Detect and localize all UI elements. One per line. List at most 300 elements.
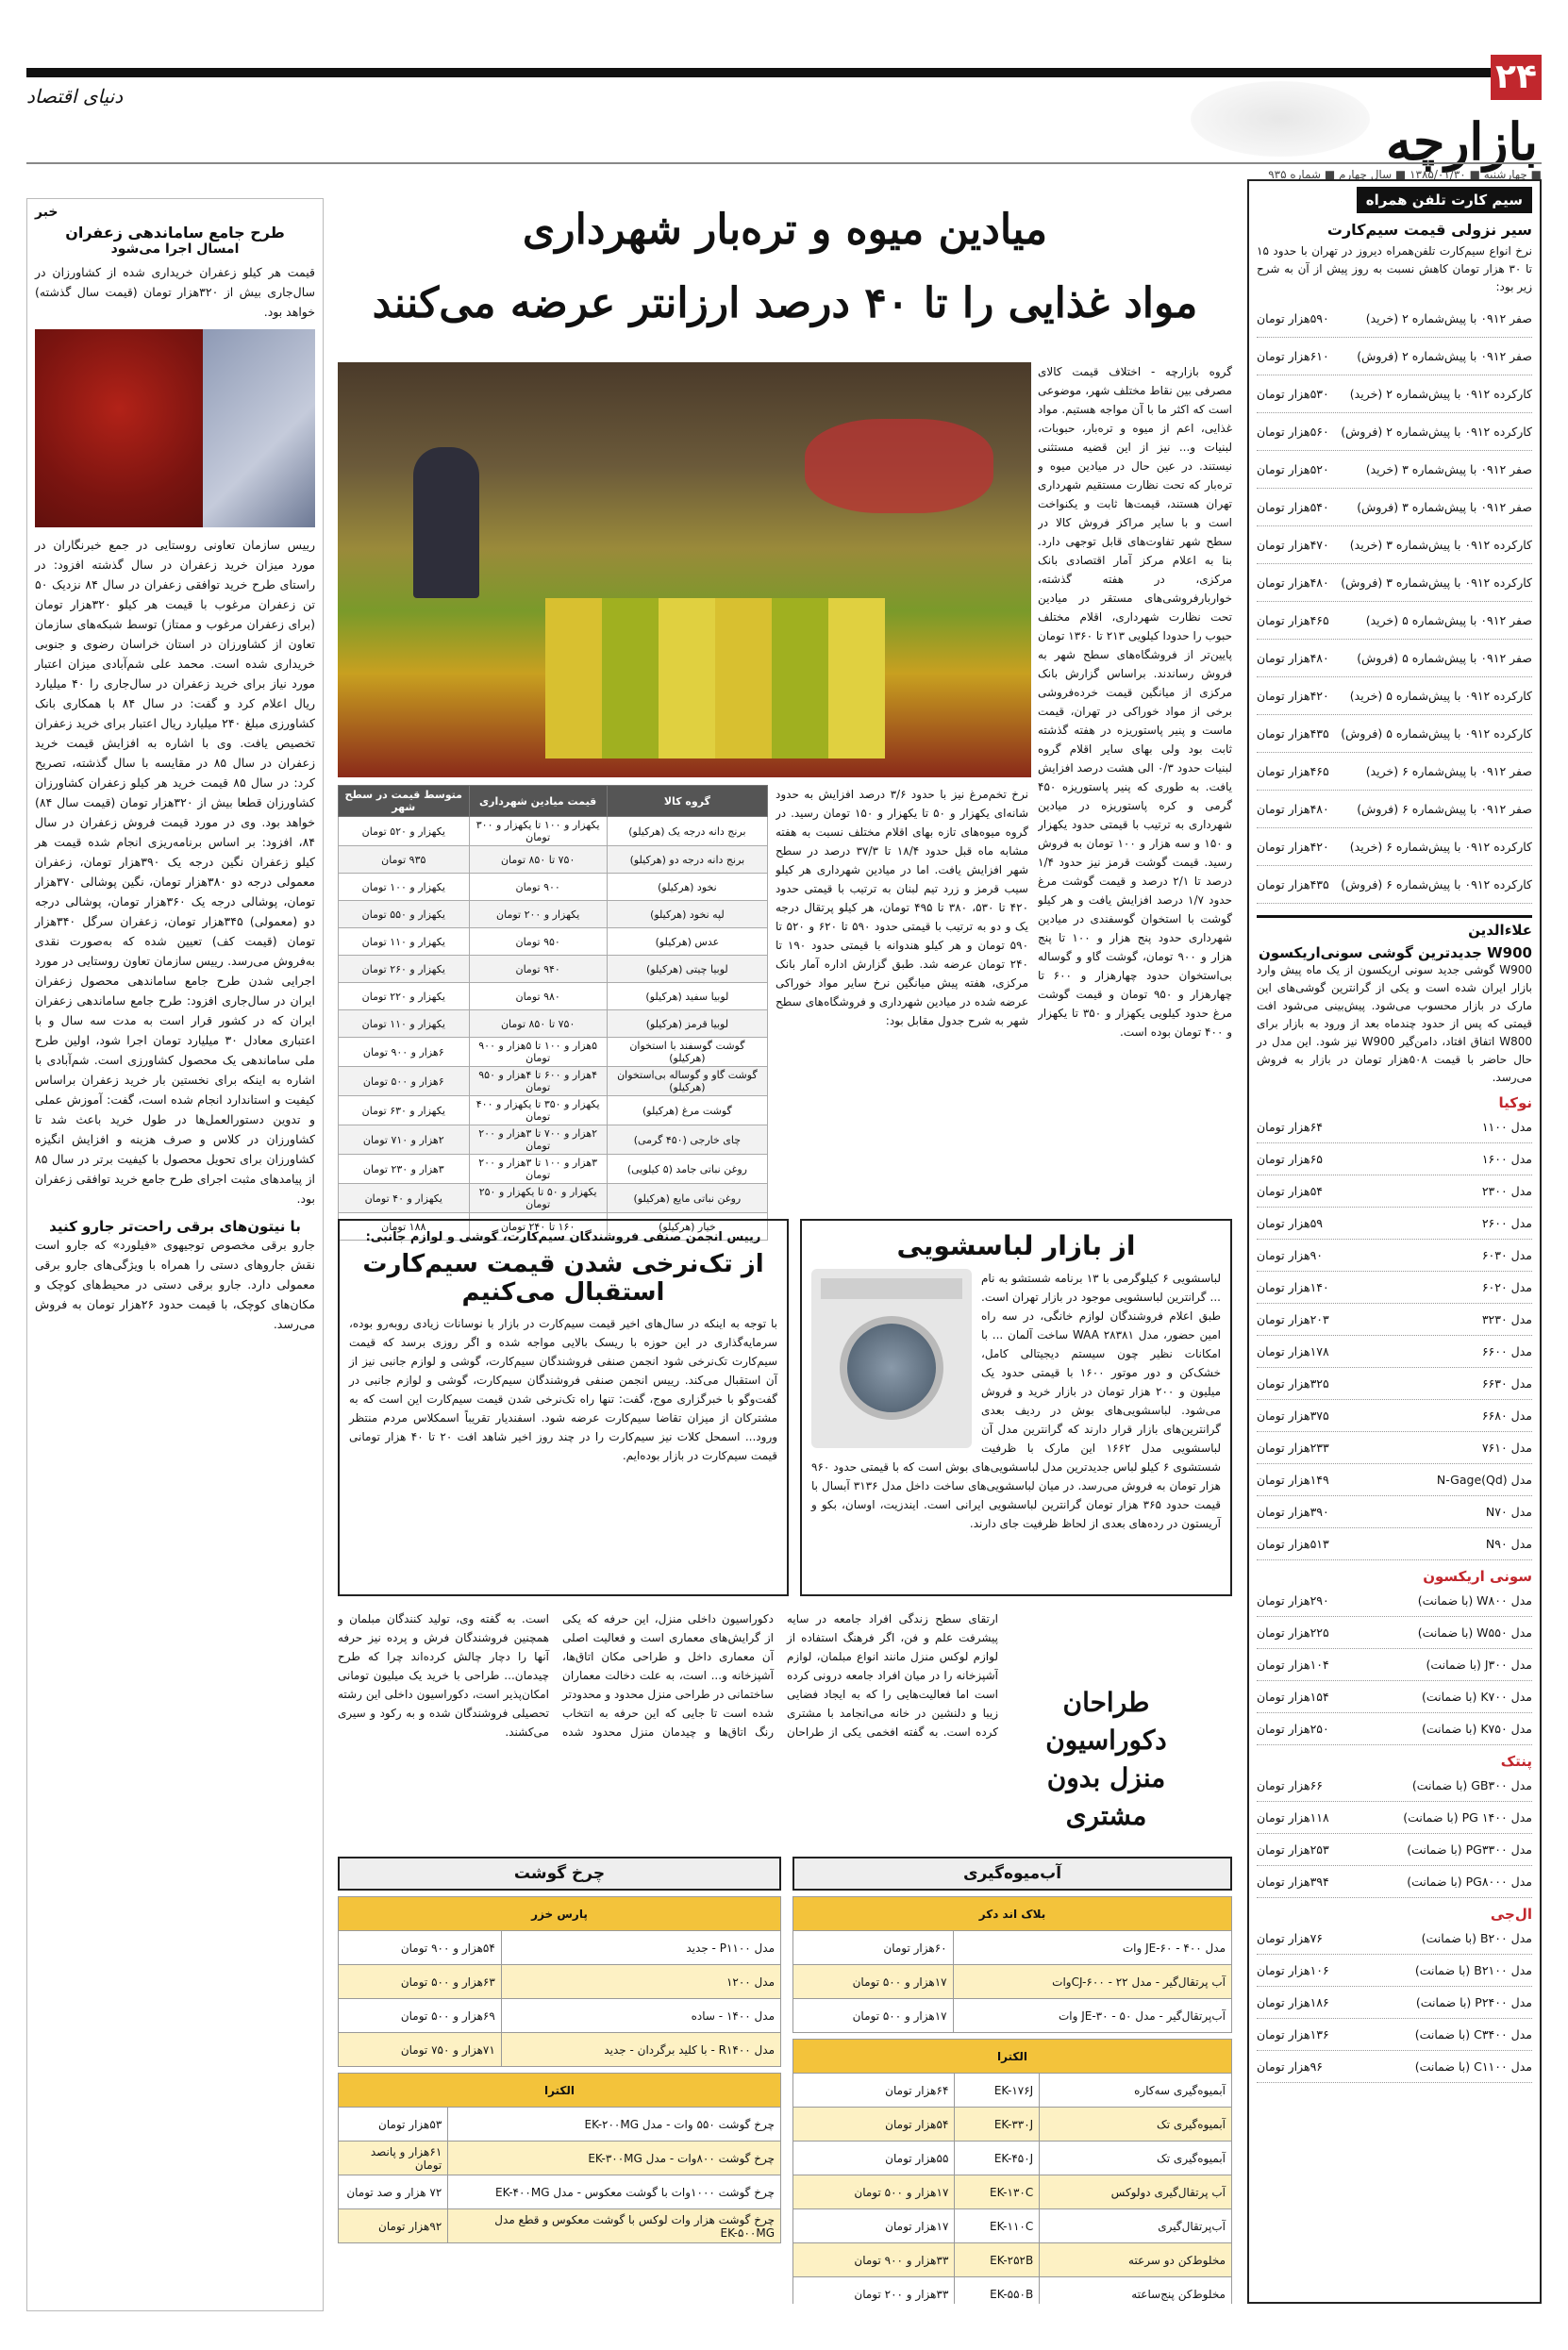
table-cell: ۶۴هزار تومان <box>793 2074 955 2108</box>
apples-display <box>805 419 993 513</box>
phone-price-row <box>1257 1464 1532 1496</box>
table-cell: یکهزار و ۱۱۰ تومان <box>339 1010 470 1038</box>
phone-price-row <box>1257 2019 1532 2051</box>
table-cell: ۶۹هزار و ۵۰۰ تومان <box>339 1999 502 2033</box>
table-cell: مدل R۱۴۰۰ - با کلید برگردان - جدید <box>501 2033 780 2067</box>
table-cell: چرخ گوشت ۸۰۰وات - مدل EK-۳۰۰MG <box>448 2142 781 2175</box>
table-row <box>339 956 768 983</box>
phone-model: مدل ۳۲۳۰ <box>1481 1312 1532 1326</box>
phone-price: ۹۰هزار تومان <box>1257 1248 1324 1262</box>
phone-price: ۱۸۶هزار تومان <box>1257 1995 1329 2009</box>
washer-control-panel <box>821 1278 962 1299</box>
table-cell: یکهزار و ۱۰۰ تا یکهزار و ۳۰۰ تومان <box>469 817 607 846</box>
juicer-brand-2: الکترا <box>793 2040 1232 2074</box>
washing-machine-body: لباسشویی ۶ کیلوگرمی با ۱۳ برنامه شستشو به نام ... گرانترین لباسشویی موجود در بازار تهران است. طبق اعلام فروشندگان لوازم خانگی، در سه راه امین حضور، مدل WAA ۲۸۳۸۱ ساخت آلمان ... با امکانات نظیر چون سیستم دیجیتالی کامل، خشک‌کن و دور موتور ۱۶۰۰ با قیمتی حدود یک میلیون و ۲۰۰ هزار تومان در بازار خرید و فروش می‌شود. لباسشویی‌های بوش در ردیف بعدی گرانترین‌های بازار قرار دارند که گرانترین مدل آن لباسشویی مدل ۱۶۶۲ این مارک با ظرفیت شستشوی ۶ کیلو لباس جدیدترین مدل لباسشویی‌های بوش است که با قیمتی حدود ۹۶۰ هزار تومان به فروش می‌رسد. در میان لباسشویی‌های ساخت داخل مدل ۳۱۳۶ آبسال با قیمت حدود ۳۶۵ هزار تومان گرانترین لباسشویی ایرانی است. ایندزیت، اوسان، بکو و آریستون در رده‌های بعدی از لحاظ ظرفیت جای دارند. <box>811 1272 1222 1530</box>
juicer-brand-1: بلاک اند دکر <box>793 1897 1232 1931</box>
phone-price-row <box>1257 1272 1532 1304</box>
sim-price-value: ۴۷۰هزار تومان <box>1257 538 1329 552</box>
sim-price-row <box>1257 489 1532 526</box>
sim-price-value: ۵۲۰هزار تومان <box>1257 462 1329 476</box>
sim-price-label: صفر ۰۹۱۲ با پیش‌شماره ۳ (خرید) <box>1365 462 1532 476</box>
phone-price: ۳۹۴هزار تومان <box>1257 1875 1329 1889</box>
phone-price: ۲۲۵هزار تومان <box>1257 1625 1329 1640</box>
phone-price-row <box>1257 1240 1532 1272</box>
sim-price-label: صفر ۰۹۱۲ با پیش‌شماره ۳ (فروش) <box>1357 500 1532 514</box>
table-cell: EK-۴۵۰J <box>955 2142 1040 2175</box>
table-cell: ۷۱هزار و ۷۵۰ تومان <box>339 2033 502 2067</box>
table-row <box>793 2243 1232 2277</box>
phone-model: مدل ۱۱۰۰ <box>1481 1120 1532 1134</box>
sim-price-value: ۵۶۰هزار تومان <box>1257 425 1329 439</box>
sim-price-label: کارکرده ۰۹۱۲ با پیش‌شماره ۵ (خرید) <box>1349 689 1532 703</box>
sim-price-row <box>1257 791 1532 828</box>
fruit-stand-photo <box>338 362 1031 777</box>
phone-price-row <box>1257 2051 1532 2083</box>
header-rule <box>26 68 1542 77</box>
table-cell: نخود (هرکیلو) <box>607 874 767 901</box>
phone-price-row <box>1257 1681 1532 1713</box>
sim-price-row <box>1257 866 1532 904</box>
saffron-photo <box>35 329 315 527</box>
table-cell: چرخ گوشت ۵۵۰ وات - مدل EK-۲۰۰MG <box>448 2108 781 2142</box>
phone-price-row <box>1257 1770 1532 1802</box>
grinder-brand-1: پارس خزر <box>339 1897 781 1931</box>
phone-price: ۱۰۶هزار تومان <box>1257 1963 1329 1977</box>
phone-price-row <box>1257 1496 1532 1528</box>
sim-price-label: کارکرده ۰۹۱۲ با پیش‌شماره ۳ (فروش) <box>1341 575 1532 590</box>
price-table-header: گروه کالا <box>607 786 767 817</box>
sim-story-headline-2: استقبال می‌کنیم <box>461 1278 665 1307</box>
sim-price-value: ۴۲۰هزار تومان <box>1257 840 1329 854</box>
table-cell: ۷۵۰ تا ۸۵۰ تومان <box>469 1010 607 1038</box>
main-story-body-2: نرخ تخم‌مرغ نیز با حدود ۳/۶ درصد افزایش به حدود شانه‌ای یکهزار و ۵۰ تا یکهزار و ۱۵۰ تومان رسید. در گروه میوه‌های تازه بهای اقلام مختلف نسبت به هفته مشابه ماه قبل حدود ۱۸/۴ تا ۳۷/۳ درصد در سطح شهر افزایش یافت. اما در میادین شهرداری هر کیلو سیب قرمز و زرد تیم لبنان به ترتیب با قیمتی حدود ۴۲۰ تا ۵۳۰، ۳۸۰ تا ۴۹۵ تومان، هر کیلو پرتقال درجه یک و دو به ترتیب با قیمتی حدود ۵۹۰ تا ۶۲۰ و ۵۲۰ تا ۵۹۰ تومان و هر کیلو هندوانه با قیمتی حدود ۱۹۰ تا ۲۴۰ تومان عرضه شد. طبق گزارش اداره آمار بانک مرکزی، هفته پیش میانگین نرخ سایر مواد خوراکی عرضه شده در میادین شهرداری و فروشگاه‌های سطح شهر به شرح جدول مقابل بود: <box>776 788 1028 1027</box>
table-cell: EK-۳۳۰J <box>955 2108 1040 2142</box>
table-row <box>339 1067 768 1096</box>
interior-headline: طراحان دکوراسیون منزل بدون مشتری <box>1045 1687 1167 1831</box>
table-cell: ۹۸۰ تومان <box>469 983 607 1010</box>
sim-card-price-list <box>1257 300 1532 904</box>
phone-price-row <box>1257 1923 1532 1955</box>
phone-price: ۱۵۴هزار تومان <box>1257 1690 1329 1704</box>
table-cell: یکهزار و ۱۰۰ تومان <box>339 874 470 901</box>
table-cell: ۷۵۰ تا ۸۵۰ تومان <box>469 846 607 874</box>
phone-model: مدل B۲۰۰ (با ضمانت) <box>1421 1931 1532 1945</box>
phone-price-row <box>1257 1400 1532 1432</box>
sim-price-value: ۵۴۰هزار تومان <box>1257 500 1329 514</box>
table-row <box>339 2033 781 2067</box>
table-cell: یکهزار و ۱۱۰ تومان <box>339 928 470 956</box>
table-cell: برنج دانه درجه یک (هرکیلو) <box>607 817 767 846</box>
phone-model: مدل PG۳۳۰۰ (با ضمانت) <box>1407 1842 1532 1857</box>
sim-card-intro: نرخ انواع سیم‌کارت تلفن‌همراه دیروز در تهران با حدود ۱۵ تا ۳۰ هزار تومان کاهش نسبت به روز پیش از آن به شرح زیر بود: <box>1257 244 1532 293</box>
table-cell: مدل JE-۶۰ - ۴۰۰ وات <box>953 1931 1231 1965</box>
sim-price-row <box>1257 753 1532 791</box>
phone-price: ۹۶هزار تومان <box>1257 2059 1324 2074</box>
table-row <box>339 1184 768 1213</box>
table-cell: خیار (هرکیلو) <box>607 1213 767 1241</box>
table-cell: چرخ گوشت ۱۰۰۰وات با گوشت معکوس - مدل EK-۴۰۰MG <box>448 2175 781 2209</box>
washing-machine-photo <box>811 1269 972 1448</box>
phone-model: مدل ۶۰۳۰ <box>1481 1248 1532 1262</box>
table-cell: چرخ گوشت هزار وات لوکس با گوشت معکوس و قطع مدل EK-۵۰۰MG <box>448 2209 781 2243</box>
sim-price-value: ۵۹۰هزار تومان <box>1257 311 1329 325</box>
phone-model: مدل J۳۰۰ (با ضمانت) <box>1426 1658 1532 1672</box>
sim-price-value: ۵۳۰هزار تومان <box>1257 387 1329 401</box>
phone-price-row <box>1257 1304 1532 1336</box>
sim-price-row <box>1257 640 1532 677</box>
phone-model: مدل N-Gage(Qd) <box>1436 1473 1532 1487</box>
table-cell: یکهزار و ۶۳۰ تومان <box>339 1096 470 1125</box>
table-row <box>339 1038 768 1067</box>
sim-price-label: کارکرده ۰۹۱۲ با پیش‌شماره ۵ (فروش) <box>1341 726 1532 741</box>
phone-model: مدل ۲۳۰۰ <box>1481 1184 1532 1198</box>
sim-price-row <box>1257 715 1532 753</box>
table-cell: گوشت گوسفند با استخوان (هرکیلو) <box>607 1038 767 1067</box>
phone-model: مدل ۶۰۲۰ <box>1481 1280 1532 1294</box>
table-cell: ۶۱هزار و پانصد تومان <box>339 2142 448 2175</box>
phone-price: ۱۷۸هزار تومان <box>1257 1344 1329 1358</box>
price-table-wrap <box>338 785 768 1241</box>
table-cell: لوبیا قرمز (هرکیلو) <box>607 1010 767 1038</box>
phone-model: مدل W۵۵۰ (با ضمانت) <box>1417 1625 1532 1640</box>
phone-model: مدل ۱۶۰۰ <box>1481 1152 1532 1166</box>
table-cell: ۹۰۰ تومان <box>469 874 607 901</box>
table-cell: مدل P۱۱۰۰ - جدید <box>501 1931 780 1965</box>
saffron-headline-2: امسال اجرا می‌شود <box>110 242 240 257</box>
sim-price-row <box>1257 828 1532 866</box>
vacuum-headline: با نیتون‌های برقی راحت‌تر جارو کنید <box>49 1218 301 1235</box>
phone-price-row <box>1257 1208 1532 1240</box>
table-cell: چای خارجی (۴۵۰ گرمی) <box>607 1125 767 1155</box>
sim-story-headline-1: از تک‌نرخی شدن قیمت سیم‌کارت <box>362 1250 764 1278</box>
phone-price: ۶۴هزار تومان <box>1257 1120 1324 1134</box>
grinder-table-2 <box>338 2073 781 2243</box>
table-row <box>339 1155 768 1184</box>
phone-price: ۲۳۳هزار تومان <box>1257 1441 1329 1455</box>
table-row <box>339 928 768 956</box>
table-cell: لوبیا سفید (هرکیلو) <box>607 983 767 1010</box>
brand-title: ال‌جی <box>1490 1906 1532 1923</box>
table-cell: ۵هزار و ۱۰۰ تا ۵هزار و ۹۰۰ تومان <box>469 1038 607 1067</box>
phone-price: ۳۷۵هزار تومان <box>1257 1408 1329 1423</box>
sim-price-row <box>1257 413 1532 451</box>
phone-price: ۲۹۰هزار تومان <box>1257 1593 1329 1608</box>
sim-price-value: ۶۱۰هزار تومان <box>1257 349 1329 363</box>
price-table-header: قیمت میادین شهرداری <box>469 786 607 817</box>
phone-price: ۳۹۰هزار تومان <box>1257 1505 1329 1519</box>
phone-price: ۶۵هزار تومان <box>1257 1152 1324 1166</box>
phone-price: ۳۲۵هزار تومان <box>1257 1376 1329 1391</box>
sim-price-label: کارکرده ۰۹۱۲ با پیش‌شماره ۶ (فروش) <box>1341 877 1532 892</box>
table-row <box>339 1931 781 1965</box>
phone-model: مدل C۱۱۰۰ (با ضمانت) <box>1414 2059 1532 2074</box>
table-cell: مدل ۱۲۰۰ <box>501 1965 780 1999</box>
sim-card-column <box>1247 179 1542 2304</box>
masthead-logo: دنیای اقتصاد <box>26 85 124 108</box>
table-cell: یکهزار و ۲۲۰ تومان <box>339 983 470 1010</box>
table-row <box>339 1125 768 1155</box>
grinder-title: چرخ گوشت <box>338 1857 781 1891</box>
table-row <box>793 1931 1232 1965</box>
table-row <box>793 2175 1232 2209</box>
table-cell: آب پرتقال‌گیری دولوکس <box>1040 2175 1232 2209</box>
table-row <box>339 817 768 846</box>
table-cell: یکهزار و ۵۲۰ تومان <box>339 817 470 846</box>
dateline: ■ چهارشنبه ■ ۱۳۸۵/۰۱/۳۰ ■ سال چهارم ■ شماره ۹۳۵ <box>26 162 1542 181</box>
table-row <box>793 1965 1232 1999</box>
table-cell: ۲هزار و ۷۱۰ تومان <box>339 1125 470 1155</box>
table-row <box>339 901 768 928</box>
phone-model: مدل PG ۱۴۰۰ (با ضمانت) <box>1403 1810 1532 1825</box>
table-row <box>793 2209 1232 2243</box>
phone-price: ۵۱۳هزار تومان <box>1257 1537 1329 1551</box>
fruit-crates <box>545 598 885 758</box>
phone-price: ۱۰۴هزار تومان <box>1257 1658 1329 1672</box>
juicer-box <box>792 1857 1232 2304</box>
phone-model: مدل B۲۱۰۰ (با ضمانت) <box>1414 1963 1532 1977</box>
table-row <box>339 1010 768 1038</box>
table-cell: روغن نباتی جامد (۵ کیلویی) <box>607 1155 767 1184</box>
washing-machine-headline: از بازار لباسشویی <box>896 1230 1136 1261</box>
phone-price: ۱۴۰هزار تومان <box>1257 1280 1329 1294</box>
table-row <box>339 1999 781 2033</box>
phone-model: مدل ۶۶۳۰ <box>1481 1376 1532 1391</box>
table-cell: ۷۲ هزار و صد تومان <box>339 2175 448 2209</box>
table-cell: EK-۱۷۶J <box>955 2074 1040 2108</box>
table-cell: گوشت مرغ (هرکیلو) <box>607 1096 767 1125</box>
table-cell: آبمیوه‌گیری تک <box>1040 2142 1232 2175</box>
page-number: ۲۴ <box>1491 55 1542 100</box>
phone-price-row <box>1257 1617 1532 1649</box>
phone-price: ۵۹هزار تومان <box>1257 1216 1324 1230</box>
phone-price: ۱۱۸هزار تومان <box>1257 1810 1329 1825</box>
table-cell: آبمیوه‌گیری تک <box>1040 2108 1232 2142</box>
phone-price-row <box>1257 1336 1532 1368</box>
sim-price-row <box>1257 526 1532 564</box>
table-row <box>339 2175 781 2209</box>
phone-price-row <box>1257 1649 1532 1681</box>
phone-price-row <box>1257 1368 1532 1400</box>
table-cell: آب‌پرتقال‌گیر - مدل JE-۳۰ - ۵۰ وات <box>953 1999 1231 2033</box>
table-cell: ۵۴هزار تومان <box>793 2108 955 2142</box>
phone-model: مدل N۷۰ <box>1485 1505 1532 1519</box>
table-cell: لپه نخود (هرکیلو) <box>607 901 767 928</box>
globe-graphic <box>1191 81 1370 157</box>
grinder-table-1 <box>338 1896 781 2067</box>
vacuum-body: جارو برقی مخصوص توجیهوی «فیلورد» که جارو است نقش جاروهای دستی را همراه با ویژگی‌های جارو برقی معمولی دارد. جارو برقی دستی در محیط‌های کوچک و مکان‌های کوچک، با قیمت حدود ۲۶هزار تومان به فروش می‌رسد. <box>35 1238 315 1331</box>
table-row <box>339 2209 781 2243</box>
saffron-column <box>26 198 324 2311</box>
phone-price-row <box>1257 1834 1532 1866</box>
phone-price: ۱۴۹هزار تومان <box>1257 1473 1329 1487</box>
phone-model: مدل PG۸۰۰۰ (با ضمانت) <box>1407 1875 1532 1889</box>
phone-price: ۲۵۳هزار تومان <box>1257 1842 1329 1857</box>
section-title: بازارچه <box>1386 111 1538 172</box>
table-cell: ۱۷هزار و ۵۰۰ تومان <box>793 1999 954 2033</box>
juicer-table-2 <box>792 2039 1232 2304</box>
phone-model: مدل K۷۵۰ (با ضمانت) <box>1421 1722 1532 1736</box>
table-cell: مخلوط‌کن دو سرعته <box>1040 2243 1232 2277</box>
phone-price: ۲۰۳هزار تومان <box>1257 1312 1329 1326</box>
sim-price-value: ۴۶۵هزار تومان <box>1257 613 1329 627</box>
table-cell: ۱۷هزار و ۵۰۰ تومان <box>793 2175 955 2209</box>
table-cell: روغن نباتی مایع (هرکیلو) <box>607 1184 767 1213</box>
table-cell: برنج دانه درجه دو (هرکیلو) <box>607 846 767 874</box>
alaeddin-headline: W900 جدیدترین گوشی سونی‌اریکسون <box>1258 944 1532 961</box>
table-row <box>339 2108 781 2142</box>
sim-card-box-title: سیم کارت تلفن همراه <box>1357 187 1532 213</box>
table-cell: یکهزار و ۲۰۰ تومان <box>469 901 607 928</box>
sim-price-row <box>1257 300 1532 338</box>
main-story-headline-2: مواد غذایی را تا ۴۰ درصد ارزانتر عرضه می‌کنند <box>372 279 1198 327</box>
table-cell: یکهزار و ۲۶۰ تومان <box>339 956 470 983</box>
saffron-lead: قیمت هر کیلو زعفران خریداری شده از کشاورزان در سال‌جاری بیش از ۳۲۰هزار تومان (قیمت سال گذشته) خواهد بود. <box>35 265 316 319</box>
phone-price: ۵۴هزار تومان <box>1257 1184 1324 1198</box>
table-cell: ۶۰هزار تومان <box>793 1931 954 1965</box>
brand-title: نوکیا <box>1498 1094 1532 1111</box>
phone-model: مدل GB۳۰۰ (با ضمانت) <box>1411 1778 1532 1792</box>
saffron-body: رییس سازمان تعاونی روستایی در جمع خبرنگاران در مورد میزان خرید زعفران در سال گذشته افزود: در راستای طرح خرید توافقی زعفران در سال ۸۴ نزدیک ۵۰ تن زعفران مرغوب با قیمت هر کیلو ۳۲۰هزار تومان (برای زعفران مرغوب و ممتاز) توسط شبکه‌های سازمان تعاون از کشاورزان در استان خراسان رضوی و جنوبی خریداری شده است. محمد علی شم‌آبادی میزان اعتبار مورد نیاز برای خرید زعفران در سال‌جاری را ۴۰ میلیارد ریال اعلام کرد و گفت: در سال ۸۴ با همکاری بانک کشاورزی مبلغ ۲۴۰ میلیارد ریال اعتبار برای خرید زعفران تخصیص یافت. وی با اشاره به افزایش قیمت خرید زعفران در سال ۸۵ در مقایسه با سال گذشته، تصریح کرد: در سال ۸۵ قیمت خرید هر کیلو زعفران کشاورزان کشاورزان قطعا بیش از ۳۲۰هزار تومان (قیمت سال ۸۴) خواهد بود. وی در مورد قیمت فروش زعفران در سال ۸۴، افزود: بر اساس برنامه‌ریزی انجام شده قیمت هر کیلو زعفران نگین درجه یک ۳۹۰هزار تومان، زعفران معمولی درجه دو ۳۸۰هزار تومان، نگین پوشالی ۳۷۰هزار تومان، پوشالی درجه یک ۳۶۰هزار تومان، پوشالی درجه دو (معمولی) ۳۴۵هزار تومان، زعفران سرگل ۳۴۰هزار تومان (قیمت کف) تعیین شده که به‌صورت نقدی به‌فروش می‌رسد. رییس سازمان تعاون روستایی در مورد اجرایی شدن طرح جامع ساماندهی محصول زعفران ایران در سال‌جاری افزود: طرح جامع ساماندهی زعفران ایران که در کشور قرار است به مدت سه سال و با اعتباری معادل ۳۰ میلیارد تومان اجرا شود، اولین طرح ملی ساماندهی یک محصول کشاورزی است. شم‌آبادی با اشاره به اینکه برای نخستین بار خرید زعفران براساس کیفیت و استاندارد انجام شده است، گفت: آموزش عملی و تدوین دستورالعمل‌ها در طول خرید باعث شد تا کشاورزان در کلاس و صرف هزینه و افزایش انگیزه کشاورزان برای تحویل محصول با کیفیت برتر در سال ۸۵ از پیامدهای مثبت اجرای طرح جامع خرید توافقی زعفران بود. <box>35 538 316 1206</box>
table-row <box>339 846 768 874</box>
saffron-kicker: خبر <box>35 205 58 220</box>
sim-price-label: صفر ۰۹۱۲ با پیش‌شماره ۶ (خرید) <box>1365 764 1532 778</box>
table-cell: یکهزار و ۵۵۰ تومان <box>339 901 470 928</box>
table-cell: ۹۵۰ تومان <box>469 928 607 956</box>
table-row <box>793 2277 1232 2305</box>
phone-price-row <box>1257 1866 1532 1898</box>
phone-model: مدل N۹۰ <box>1485 1537 1532 1551</box>
phone-price-row <box>1257 1802 1532 1834</box>
table-cell: ۴هزار و ۶۰۰ تا ۴هزار و ۹۵۰ تومان <box>469 1067 607 1096</box>
phone-model: مدل P۲۴۰۰ (با ضمانت) <box>1415 1995 1532 2009</box>
table-cell: ۶۳هزار و ۵۰۰ تومان <box>339 1965 502 1999</box>
table-cell: ۱۷هزار تومان <box>793 2209 955 2243</box>
table-cell: ۵۵هزار تومان <box>793 2142 955 2175</box>
phone-model: مدل K۷۰۰ (با ضمانت) <box>1421 1690 1532 1704</box>
sim-price-label: صفر ۰۹۱۲ با پیش‌شماره ۶ (فروش) <box>1357 802 1532 816</box>
table-cell: آب پرتقال‌گیر - مدل CJ-۶۰۰ - ۲۲وات <box>953 1965 1231 1999</box>
table-cell: ۳۳هزار و ۹۰۰ تومان <box>793 2243 955 2277</box>
table-cell: ۱۶۰ تا ۲۴۰ تومان <box>469 1213 607 1241</box>
table-cell: EK-۲۵۲B <box>955 2243 1040 2277</box>
table-cell: ۳هزار و ۲۳۰ تومان <box>339 1155 470 1184</box>
table-cell: مخلوط‌کن پنج‌ساعته <box>1040 2277 1232 2305</box>
phone-price: ۱۳۶هزار تومان <box>1257 2027 1329 2042</box>
sim-price-label: کارکرده ۰۹۱۲ با پیش‌شماره ۲ (خرید) <box>1349 387 1532 401</box>
sim-price-label: کارکرده ۰۹۱۲ با پیش‌شماره ۶ (خرید) <box>1349 840 1532 854</box>
phone-model: مدل ۶۶۸۰ <box>1481 1408 1532 1423</box>
table-cell: یکهزار و ۴۰ تومان <box>339 1184 470 1213</box>
alaeddin-text: W900 گوشی جدید سونی اریکسون از یک ماه پیش وارد بازار ایران شده است و یکی از گرانترین گوشی‌های این مارک در بازار محسوب می‌شود. پیش‌بینی می‌شود افت قیمتی که پس از حدود چندماه بعد از ورود به بازار برای W800 اتفاق افتاد، دامن‌گیر W900 نیز شود. این مدل در حال حاضر با قیمت ۵۰۸هزار تومان در بازار به فروش می‌رسد. <box>1257 963 1533 1084</box>
washer-door-icon <box>840 1316 943 1420</box>
phone-price-row <box>1257 1987 1532 2019</box>
price-table-header: متوسط قیمت در سطح شهر <box>339 786 470 817</box>
table-cell: ۱۷هزار و ۵۰۰ تومان <box>793 1965 954 1999</box>
sim-price-value: ۴۸۰هزار تومان <box>1257 651 1329 665</box>
table-cell: EK-۵۵۰B <box>955 2277 1040 2305</box>
phone-model: مدل ۶۶۰۰ <box>1481 1344 1532 1358</box>
juicer-title: آب‌میوه‌گیری <box>792 1857 1232 1891</box>
table-cell: یکهزار و ۵۰ تا یکهزار و ۲۵۰ تومان <box>469 1184 607 1213</box>
juicer-table-1 <box>792 1896 1232 2033</box>
phone-price-row <box>1257 1111 1532 1143</box>
phone-price-row <box>1257 1955 1532 1987</box>
table-row <box>793 1999 1232 2033</box>
table-row <box>339 1965 781 1999</box>
sim-price-label: کارکرده ۰۹۱۲ با پیش‌شماره ۲ (فروش) <box>1341 425 1532 439</box>
table-cell: ۲هزار و ۷۰۰ تا ۳هزار و ۲۰۰ تومان <box>469 1125 607 1155</box>
table-cell: یکهزار و ۳۵۰ تا یکهزار و ۴۰۰ تومان <box>469 1096 607 1125</box>
alaeddin-section-title: علاءالدین <box>1257 915 1532 939</box>
main-story-body-1: گروه بازارچه - اختلاف قیمت کالای مصرفی بین نقاط مختلف شهر، موضوعی است که اکثر ما با آن مواجه هستیم. مواد غذایی، اعم از میوه و تره‌بار، حبوبات، لبنیات و... نیز از این قضیه مستثنی نیستند. در عین حال در میادین میوه و تره‌بار که تحت نظارت مستقیم شهرداری تهران هستند، قیمت‌ها ثابت و یکنواخت است و با سایر مراکز فروش کالا در سطح شهر تفاوت‌های قابل توجهی دارد. بنا به اعلام مرکز آمار اقتصادی بانک مرکزی، در هفته گذشته، خواربارفروشی‌های مستقر در میادین تحت نظارت شهرداری، اقلام مختلف حبوب را حدودا کیلویی ۲۱۳ تا ۱۳۶۰ تومان پایین‌تر از فروشگاه‌های سطح شهر به فروش رساندند. براساس گزارش بانک مرکزی از میانگین قیمت خرده‌فروشی برخی از مواد خوراکی در تهران، قیمت ماست و پنیر پاستوریزه در هفته گذشته ثابت بود ولی بهای سایر اقلام گروه لبنیات حدود ۰/۳ الی هشت درصد افزایش یافت. به طوری که پنیر پاستوریزه ۴۵۰ گرمی و کره پاستوریزه در میادین شهرداری به ترتیب با قیمتی حدود یکهزار و ۱۵۰ و سه هزار و ۱۰۰ تومان به فروش رسید. قیمت گوشت قرمز نیز حدود ۱/۴ درصد تا ۲/۱ درصد و قیمت گوشت مرغ حدود ۱/۷ درصد افزایش یافت و هر کیلو گوشت با استخوان گوسفندی در میادین شهرداری حدود پنج هزار و ۱۰۰ تا پنج هزار و ۹۰۰ تومان، گوشت گاو و گوساله بی‌استخوان حدود چهارهزار و ۶۰۰ تا چهارهزار و ۹۵۰ تومان و قیمت گوشت مرغ حدود کیلویی یکهزار و ۳۵۰ تا یکهزار و ۴۰۰ تومان بوده است. <box>1038 365 1232 1039</box>
sim-price-label: صفر ۰۹۱۲ با پیش‌شماره ۲ (فروش) <box>1357 349 1532 363</box>
table-row <box>793 2074 1232 2108</box>
table-cell: ۳۳هزار و ۲۰۰ تومان <box>793 2277 955 2305</box>
sim-price-value: ۴۳۵هزار تومان <box>1257 726 1329 741</box>
table-cell: EK-۱۱۰C <box>955 2209 1040 2243</box>
table-row <box>339 1096 768 1125</box>
brand-title: سونی اریکسون <box>1423 1568 1532 1585</box>
phone-price: ۶۶هزار تومان <box>1257 1778 1324 1792</box>
table-cell: عدس (هرکیلو) <box>607 928 767 956</box>
phone-price-row <box>1257 1713 1532 1745</box>
saffron-headline-1: طرح جامع ساماندهی زعفران <box>65 224 285 242</box>
table-row <box>339 874 768 901</box>
table-row <box>339 983 768 1010</box>
sim-story-box <box>338 1219 789 1596</box>
vendor-figure <box>413 447 479 598</box>
table-cell: آبمیوه‌گیری سه‌کاره <box>1040 2074 1232 2108</box>
main-story-headline-1: میادین میوه و تره‌بار شهرداری <box>522 206 1048 254</box>
sim-price-row <box>1257 564 1532 602</box>
brand-title: پنتک <box>1500 1753 1532 1770</box>
table-cell: ۵۴هزار و ۹۰۰ تومان <box>339 1931 502 1965</box>
phone-price-row <box>1257 1528 1532 1560</box>
table-cell: EK-۱۳۰C <box>955 2175 1040 2209</box>
interior-body: ارتقای سطح زندگی افراد جامعه در سایه پیشرفت علم و فن، اگر فرهنگ استفاده از لوازم لوکس منزل مانند انواع مبلمان، لوازم آشپزخانه را در میان افراد جامعه درونی کرده است اما فعالیت‌هایی را که به ایجاد فضایی زیبا و دلنشین در خانه می‌انجامد با مشتری کرده است. به گفته افخمی یکی از طراحان دکوراسیون داخلی منزل، این حرفه که یکی از گرایش‌های معماری است و فعالیت اصلی آن معماری داخل و طراحی مکان اتاق‌ها، آشپزخانه و... است، به علت دخالت معماران ساختمانی در طراحی منزل محدود و محدودتر شده است تا جایی که این حرفه به انتخاب رنگ اتاق‌ها و چیدمان منزل محدود شده است. به گفته وی، تولید کنندگان مبلمان و همچنین فروشندگان فرش و پرده نیز حرفه آنها را دچار چالش کرده‌اند چرا که طرح چیدمان... طراحی با خرید یک میلیون تومانی امکان‌پذیر است، دکوراسیون داخلی این رشته تحصیلی فروشندگان شده و به رکود و سیری می‌کشند. <box>338 1612 998 1739</box>
sim-price-row <box>1257 338 1532 375</box>
table-cell: مدل ۱۴۰۰ - ساده <box>501 1999 780 2033</box>
sim-price-row <box>1257 451 1532 489</box>
phone-model: مدل C۳۴۰۰ (با ضمانت) <box>1414 2027 1532 2042</box>
table-cell: ۶هزار و ۹۰۰ تومان <box>339 1038 470 1067</box>
phone-price: ۲۵۰هزار تومان <box>1257 1722 1329 1736</box>
sim-price-label: کارکرده ۰۹۱۲ با پیش‌شماره ۳ (خرید) <box>1349 538 1532 552</box>
sim-story-kicker: رییس انجمن صنفی فروشندگان سیم‌کارت، گوشی و لوازم جانبی: <box>365 1230 761 1244</box>
phone-model: مدل ۲۶۰۰ <box>1481 1216 1532 1230</box>
phone-model: مدل W۸۰۰ (با ضمانت) <box>1417 1593 1532 1608</box>
table-row <box>339 2142 781 2175</box>
phone-price-row <box>1257 1175 1532 1208</box>
sim-price-value: ۴۶۵هزار تومان <box>1257 764 1329 778</box>
sim-price-row <box>1257 375 1532 413</box>
phone-price-row <box>1257 1585 1532 1617</box>
table-cell: ۳هزار و ۱۰۰ تا ۳هزار و ۲۰۰ تومان <box>469 1155 607 1184</box>
table-cell: ۹۲هزار تومان <box>339 2209 448 2243</box>
sim-price-value: ۴۸۰هزار تومان <box>1257 802 1329 816</box>
grinder-box <box>338 1857 781 2304</box>
table-cell: آب‌پرتقال‌گیری <box>1040 2209 1232 2243</box>
sim-price-value: ۴۳۵هزار تومان <box>1257 877 1329 892</box>
table-row <box>793 2142 1232 2175</box>
phone-brand-lists <box>1257 1094 1532 2083</box>
sim-price-label: صفر ۰۹۱۲ با پیش‌شماره ۵ (خرید) <box>1365 613 1532 627</box>
phone-price-row <box>1257 1143 1532 1175</box>
phone-price: ۷۶هزار تومان <box>1257 1931 1324 1945</box>
sim-price-value: ۴۲۰هزار تومان <box>1257 689 1329 703</box>
table-cell: گوشت گاو و گوساله بی‌استخوان (هرکیلو) <box>607 1067 767 1096</box>
sim-price-value: ۴۸۰هزار تومان <box>1257 575 1329 590</box>
